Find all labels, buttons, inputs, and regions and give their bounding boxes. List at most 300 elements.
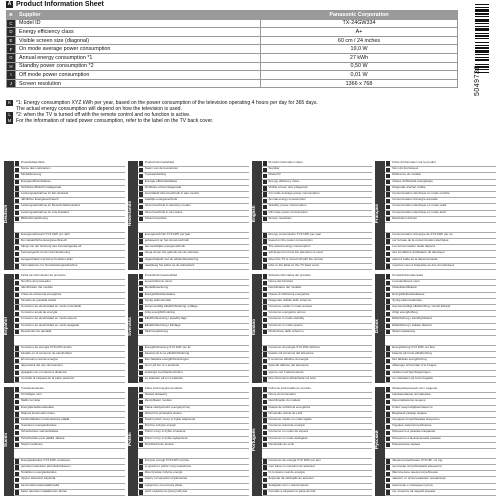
language-name: Nederlands — [126, 200, 132, 227]
row-label: Visible screen size (diagonal) — [16, 36, 261, 45]
table-row — [7, 79, 458, 88]
row-text: gebaseerd op het stroomverbruik — [144, 238, 189, 243]
row-text: Energiankulutus XYZ kWh vuodessa — [21, 457, 70, 462]
row-text: Off mode power consumption — [268, 209, 308, 214]
row-text: Skärmupplösning — [144, 328, 168, 333]
row-marker — [386, 406, 390, 410]
row-marker — [263, 274, 267, 278]
row-marker — [139, 490, 143, 494]
row-marker — [263, 233, 267, 237]
row-marker — [15, 490, 19, 494]
table-row — [7, 28, 458, 37]
row-marker — [263, 406, 267, 410]
row-text: Classe de eficiência energética — [268, 404, 311, 409]
row-text: Jährlicher Energieverbrauch — [21, 197, 59, 202]
row-text: Наименование поставщика — [392, 392, 431, 397]
row-marker — [263, 412, 267, 416]
row-value: 27 kWh — [261, 53, 458, 62]
row-text: Il consumo effettivo di energia — [268, 357, 309, 362]
row-marker — [263, 324, 267, 328]
row-label: Annual energy consumption *1 — [16, 53, 261, 62]
row-marker — [139, 217, 143, 221]
panel-body — [138, 387, 249, 496]
row-text: выключен с помощью пульта — [392, 482, 433, 487]
row-marker — [263, 490, 267, 494]
note-text: The actual energy consumption will depend on how the television is used. — [16, 106, 182, 113]
row-text: Classe d'efficacité énergétique — [392, 178, 433, 183]
row-marker — [15, 478, 19, 482]
row-text: Karta informacyjna produktu — [144, 386, 183, 390]
row-marker — [15, 312, 19, 316]
row-marker — [386, 443, 390, 447]
row-text: Energiförbrukning XYZ kWh per år — [144, 344, 191, 349]
row-text: when the TV is turned off with the remote — [268, 256, 324, 261]
row-marker — [386, 199, 390, 203]
row-marker — [15, 180, 19, 184]
row-marker — [139, 274, 143, 278]
row-text: based on the power consumption — [268, 238, 313, 243]
note-text: *1: Energy consumption XYZ kWh per year, based on the power consumption of the television operating 4 hours per day for 365 days. — [16, 100, 318, 106]
row-marker — [263, 437, 267, 441]
row-marker — [139, 233, 143, 237]
language-name: Svenska — [126, 317, 132, 336]
row-marker — [386, 239, 390, 243]
language-name: Français — [374, 204, 380, 223]
row-text: Klasa efektywności energetycznej — [144, 404, 190, 409]
note-letter: M — [7, 118, 12, 124]
row-marker — [263, 180, 267, 184]
row-text: Screen resolution — [268, 215, 292, 220]
row-text: Nom du fournisseur — [392, 166, 419, 171]
row-text: Consumo de energia XYZ kWh por ano — [268, 457, 321, 462]
row-marker — [139, 205, 143, 209]
row-marker — [15, 264, 19, 268]
language-tab — [4, 387, 14, 496]
row-text: Modelidentifikation — [392, 285, 418, 290]
row-text: Stroomverbruik in uit-modus — [144, 209, 183, 214]
row-marker — [263, 387, 267, 391]
row-text: wyłączony za pomocą pilota — [144, 482, 183, 487]
panel-body — [138, 161, 249, 270]
language-tab — [4, 274, 14, 383]
row-text: The actual energy consumption — [268, 244, 311, 249]
row-text: Clase de eficiencia energética — [21, 291, 62, 296]
panel-row — [385, 264, 496, 270]
row-marker — [139, 186, 143, 190]
panel-row — [138, 264, 249, 270]
row-marker — [15, 186, 19, 190]
language-tab — [128, 387, 138, 496]
row-text: Consommation d'énergie de XYZ kWh par an — [392, 231, 453, 236]
row-text: apagado con el mando a distancia — [21, 369, 67, 374]
row-label: Standby power consumption *2 — [16, 62, 261, 71]
row-marker — [263, 246, 267, 250]
row-text: Rozdzielczość ekranu — [144, 441, 174, 446]
language-panel — [375, 161, 496, 270]
row-text: will depend on how the television is used — [268, 250, 323, 255]
row-marker — [15, 168, 19, 172]
row-text: El consumo real de energía — [21, 357, 58, 362]
row-text: Energieverbruik XYZ kWh per jaar — [144, 231, 191, 236]
row-text: baserat på tv:ns effektförbrukning — [144, 351, 190, 356]
language-panel — [375, 274, 496, 383]
row-text: slukket med fjernbetjeningen — [392, 369, 431, 374]
row-marker — [139, 281, 143, 285]
row-text: dependerá del uso del televisor — [21, 363, 63, 368]
supplier-value: Panasonic Corporation — [261, 11, 458, 20]
row-text: éteint à l'aide de la télécommande — [392, 256, 438, 261]
row-text: Jaarlijks energieverbruik — [144, 197, 178, 202]
row-label: Energy efficiency class — [16, 28, 261, 37]
row-text: perustuu television tehonkulutukseen — [21, 464, 71, 469]
row-marker — [386, 211, 390, 215]
language-name: Suomi — [3, 432, 8, 447]
row-marker — [263, 318, 267, 322]
english-data-table — [6, 10, 458, 88]
row-marker — [386, 387, 390, 391]
row-text: Energiforbrug XYZ kWh om året — [392, 344, 435, 349]
row-marker — [263, 459, 267, 463]
panel-body — [14, 274, 125, 383]
row-marker — [139, 239, 143, 243]
row-text: hangt af van het gebruik van de televisie — [144, 250, 199, 255]
row-text: Разрешение экрана — [392, 441, 420, 446]
row-text: Todellinen energiankulutus — [21, 470, 57, 475]
row-text: Информационный лист изделия — [392, 386, 438, 390]
panel-row — [262, 264, 373, 270]
row-text: Leistungsaufnahme im Ein-Zustand — [21, 190, 69, 195]
language-tab — [128, 161, 138, 270]
language-tab — [252, 161, 262, 270]
row-marker — [139, 161, 143, 165]
row-marker — [15, 359, 19, 363]
row-text: Typeaanduiding — [144, 172, 166, 177]
row-text: Consumo anual de energia — [268, 423, 305, 428]
language-panel — [4, 161, 125, 270]
row-text: katso television takakannen tarraa — [21, 488, 67, 493]
row-text: Tamaño de pantalla visible — [21, 297, 57, 302]
row-marker — [263, 217, 267, 221]
row-marker — [263, 478, 267, 482]
row-text: Model ID — [268, 172, 281, 177]
row-text: spento con il telecomando — [268, 369, 304, 374]
row-marker — [386, 299, 390, 303]
panel-body — [385, 387, 496, 496]
row-text: Risoluzione dello schermo — [268, 328, 304, 333]
row-marker — [386, 490, 390, 494]
row-text: raadpleeg het etiket op de achterkant — [144, 262, 195, 267]
row-marker — [386, 330, 390, 334]
row-marker — [139, 418, 143, 422]
row-text: dipende dall'uso del televisore — [268, 363, 309, 368]
row-text: Référence du modèle — [392, 172, 421, 177]
table-row — [7, 45, 458, 54]
row-text: Product information sheet — [268, 160, 303, 164]
row-marker — [263, 377, 267, 381]
row-marker — [15, 305, 19, 309]
row-marker — [139, 258, 143, 262]
row-marker — [263, 192, 267, 196]
row-letter: H — [7, 62, 16, 71]
row-text: Nombre del proveedor — [21, 279, 51, 284]
row-letter: C — [7, 19, 16, 28]
row-marker — [386, 174, 390, 178]
language-tab — [375, 387, 385, 496]
language-grid — [4, 161, 496, 496]
row-marker — [139, 425, 143, 429]
row-marker — [386, 192, 390, 196]
row-text: Bildschirmauflösung — [21, 215, 48, 220]
row-text: Modellbeteckning — [144, 285, 169, 290]
language-panel — [4, 274, 125, 383]
row-text: Energieeffizienzklasse — [21, 178, 51, 183]
table-body — [7, 19, 458, 88]
row-text: Informationen zur Nennleistungsaufnahme — [21, 262, 78, 267]
row-marker — [263, 211, 267, 215]
table-row — [7, 53, 458, 62]
row-text: Średni pobór mocy w trybie włączenia — [144, 416, 196, 421]
language-name: Русский — [374, 430, 380, 449]
row-marker — [15, 394, 19, 398]
row-marker — [386, 258, 390, 262]
row-value: TX-24GW334 — [261, 19, 458, 28]
row-marker — [139, 412, 143, 416]
row-marker — [263, 359, 267, 363]
row-text: patrz etykieta na tylnej pokrywie — [144, 488, 188, 493]
row-marker — [15, 199, 19, 203]
language-panel — [252, 161, 373, 270]
row-text: Toimittajan nimi — [21, 392, 42, 397]
row-marker — [139, 472, 143, 476]
row-marker — [15, 418, 19, 422]
row-marker — [386, 437, 390, 441]
row-text: Vuotuinen energiankulutus — [21, 423, 57, 428]
language-panel — [128, 274, 249, 383]
row-marker — [15, 192, 19, 196]
row-marker — [386, 431, 390, 435]
row-marker — [263, 258, 267, 262]
row-marker — [15, 443, 19, 447]
row-text: Energy consumption XYZ kWh per year — [268, 231, 322, 236]
row-marker — [386, 400, 390, 404]
row-text: Ficha de informação do produto — [268, 386, 311, 390]
row-text: Synlig skærmstørrelse — [392, 297, 423, 302]
row-text: Identyfikator modelu — [144, 398, 172, 403]
row-marker — [15, 412, 19, 416]
panel-row — [385, 377, 496, 383]
note-item — [6, 118, 458, 124]
row-text: Produktinformationsark — [392, 273, 424, 277]
row-marker — [139, 293, 143, 297]
row-marker — [263, 472, 267, 476]
row-value: A+ — [261, 28, 458, 37]
language-tab — [375, 274, 385, 383]
row-marker — [139, 211, 143, 215]
row-text: Standby power consumption — [268, 203, 307, 208]
row-marker — [263, 186, 267, 190]
row-marker — [139, 264, 143, 268]
row-text: Zichtbare schermdiagonaal — [144, 184, 181, 189]
row-text: afhænger af hvordan tv'et bruges — [392, 363, 437, 368]
row-text: Widoczna przekątna ekranu — [144, 410, 182, 415]
table-row — [7, 71, 458, 80]
panel-body — [14, 387, 125, 496]
row-marker — [386, 425, 390, 429]
header-letter: A — [7, 1, 12, 7]
row-text: hängt von der Nutzung des Fernsehgeräts ab — [21, 244, 82, 249]
panel-row — [14, 377, 125, 383]
row-text: Classe di efficienza energetica — [268, 291, 310, 296]
row-marker — [386, 472, 390, 476]
row-text: uitgeschakeld met de afstandsbediening — [144, 256, 199, 261]
language-tab — [4, 161, 14, 270]
row-text: Consumo energetico annuo — [268, 310, 306, 315]
row-text: Nome do fornecedor — [268, 392, 296, 397]
supplier-label: Supplier — [16, 11, 261, 20]
row-text: Identificação do modelo — [268, 398, 301, 403]
note-text: For the information of rated power consumption, refer to the label on the TV back cover. — [16, 118, 214, 125]
language-panel — [128, 387, 249, 496]
row-text: Roczne zużycie energii — [144, 423, 176, 428]
note-letter: K — [6, 100, 13, 106]
row-text: Energy efficiency class — [268, 178, 299, 183]
row-text: Effektförbrukning i frånläge — [144, 322, 181, 327]
row-marker — [263, 199, 267, 203]
row-text: w oparciu o pobór mocy telewizora — [144, 464, 191, 469]
row-marker — [139, 406, 143, 410]
row-letter: F — [7, 45, 16, 54]
row-text: baseret på tv'ets effektforbrug — [392, 351, 432, 356]
row-text: Mallin tunniste — [21, 398, 41, 403]
sheet-title: Product Information Sheet — [16, 1, 104, 8]
row-marker — [386, 418, 390, 422]
row-marker — [263, 252, 267, 256]
row-marker — [139, 437, 143, 441]
row-marker — [263, 400, 267, 404]
row-marker — [263, 264, 267, 268]
row-marker — [263, 443, 267, 447]
language-name: Português — [250, 428, 256, 451]
row-marker — [386, 312, 390, 316]
row-marker — [386, 287, 390, 291]
row-text: basado en el consumo de electricidad — [21, 351, 72, 356]
row-marker — [139, 359, 143, 363]
row-text: Leistungsaufnahme im Aus-Zustand — [21, 209, 69, 214]
language-panel — [252, 274, 373, 383]
row-marker — [139, 305, 143, 309]
row-marker — [263, 174, 267, 178]
row-marker — [139, 180, 143, 184]
row-text: Consumo no modo de espera — [268, 429, 309, 434]
row-text: Den faktiska energiförbrukningen — [144, 357, 189, 362]
language-name: Polski — [126, 432, 132, 447]
table-row — [7, 19, 458, 28]
row-marker — [386, 459, 390, 463]
row-text: avstängd med fjärrkontrollen — [144, 369, 183, 374]
row-marker — [263, 281, 267, 285]
row-marker — [139, 352, 143, 356]
row-text: Pobór mocy w trybie wyłączenia — [144, 435, 188, 440]
row-text: Consommation électrique en mode marche — [392, 190, 450, 195]
row-value: 0,50 W — [261, 62, 458, 71]
row-marker — [386, 246, 390, 250]
row-marker — [15, 484, 19, 488]
panel-body — [262, 161, 373, 270]
row-text: Средняя потребляемая мощность — [392, 416, 440, 421]
row-value: 1366 x 768 — [261, 79, 458, 88]
language-name: Italiano — [250, 318, 256, 335]
row-text: depende da utilização do televisor — [268, 476, 314, 481]
row-label: On mode average power consumption — [16, 45, 261, 54]
row-text: Consumo de electricidad en modo encendido — [21, 303, 82, 308]
row-marker — [386, 264, 390, 268]
row-text: Мощность в выключенном режиме — [392, 435, 441, 440]
note-letter: L — [6, 112, 13, 118]
row-marker — [263, 287, 267, 291]
language-panel — [4, 387, 125, 496]
row-text: Het werkelijke energieverbruik — [144, 244, 185, 249]
row-text: sur la base de la consommation électrique — [392, 238, 449, 243]
row-marker — [15, 217, 19, 221]
row-text: Видимый размер экрана — [392, 410, 427, 415]
row-text: Diagonale d'écran visible — [392, 184, 426, 189]
row-text: Effektforbrug i slukket tilstand — [392, 322, 432, 327]
row-marker — [263, 365, 267, 369]
row-text: Produktinformationsblad — [144, 273, 178, 277]
row-marker — [15, 233, 19, 237]
row-marker — [386, 205, 390, 209]
row-text: Supplier — [268, 166, 280, 171]
row-text: se etiketten på tv:ns baksida — [144, 375, 183, 380]
row-text: consulte la etiqueta de la parte posterior — [21, 375, 75, 380]
row-text: Consumo in modo spento — [268, 322, 303, 327]
row-text: Scheda informativa del prodotto — [268, 273, 311, 277]
row-letter: I — [7, 71, 16, 80]
panel-body — [262, 274, 373, 383]
row-text: Consumo medio in modo acceso — [268, 303, 313, 308]
row-marker — [139, 431, 143, 435]
row-text: Consommation électrique en mode veille — [392, 203, 447, 208]
row-text: Gemiddeld stroomverbruik in aan-modus — [144, 190, 199, 195]
barcode-number: 5049736 — [474, 65, 481, 96]
row-marker — [15, 252, 19, 256]
row-marker — [263, 371, 267, 375]
row-text: Identificador del modelo — [21, 285, 53, 290]
language-name: Dansk — [374, 319, 380, 334]
row-text: ausgeschaltet und keine Funktion aktiv — [21, 256, 73, 261]
row-marker — [386, 186, 390, 190]
row-text: Keskimääräinen tehonkulutus päällä — [21, 416, 70, 421]
row-marker — [139, 312, 143, 316]
row-text: Consommation électrique en mode arrêt — [392, 209, 446, 214]
row-text: Visible screen size (diagonal) — [268, 184, 308, 189]
row-text: Tehonkulutus valmiustilassa — [21, 429, 59, 434]
row-marker — [15, 281, 19, 285]
row-text: Name des Lieferanten — [21, 166, 51, 171]
row-marker — [386, 478, 390, 482]
row-marker — [15, 352, 19, 356]
row-text: Consumo de electricidad en modo espera — [21, 316, 77, 321]
row-text: Nazwa dostawcy — [144, 392, 168, 397]
row-text: Effektforbrug i standbytilstand — [392, 316, 432, 321]
row-letter: B — [7, 11, 16, 20]
row-text: Consumo anual de energía — [21, 310, 58, 315]
row-text: Näytön tarkkuus — [21, 441, 43, 446]
row-text: Stroomverbruik in stand-by-modus — [144, 203, 191, 208]
row-marker — [139, 484, 143, 488]
row-text: Fiche d'information sur le produit — [392, 160, 436, 164]
row-marker — [386, 281, 390, 285]
